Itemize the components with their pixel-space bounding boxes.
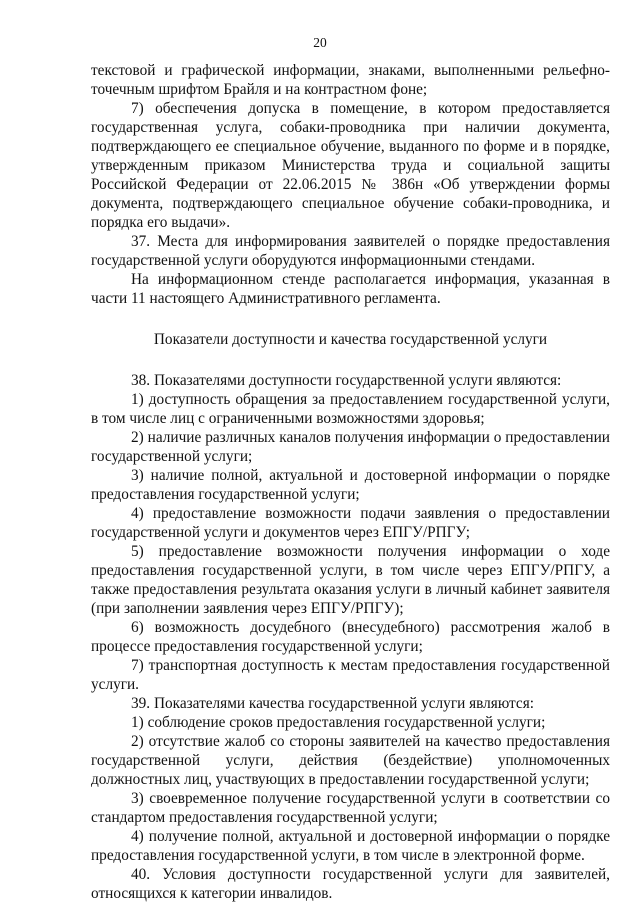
list-item: 7) транспортная доступность к местам предоставления государственной услуги. [91, 657, 610, 693]
list-item: 2) наличие различных каналов получения информации о предоставлении государственной услуги; [91, 429, 610, 465]
list-item: 6) возможность досудебного (внесудебного) рассмотрения жалоб в процессе предоставления государственной услуги; [91, 619, 610, 655]
list-item: 4) получение полной, актуальной и достоверной информации о порядке предоставления государственной услуги, в том числе в электронной форме. [91, 828, 610, 864]
list-item: 1) доступность обращения за предоставлением государственной услуги, в том числе лиц с ограниченными возможностями здоровья; [91, 391, 610, 427]
list-item: 3) своевременное получение государственной услуги в соответствии со стандартом предоставления государственной услуги; [91, 790, 610, 826]
section-heading: Показатели доступности и качества государственной услуги [153, 331, 548, 348]
page-number: 20 [313, 35, 327, 50]
document-body [91, 61, 610, 903]
paragraph-39: 39. Показателями качества государственной услуги являются: [131, 695, 534, 712]
list-item: 1) соблюдение сроков предоставления государственной услуги; [131, 714, 546, 731]
paragraph-38: 38. Показателями доступности государственной услуги являются: [131, 372, 562, 389]
list-item: 5) предоставление возможности получения информации о ходе предоставления государственной услуги, в том числе через ЕПГУ/РПГУ, а также предоставления результата оказания услуги в личный кабинет заявителя (при заполнении заявления через ЕПГУ/РПГУ); [91, 543, 610, 617]
list-item: 2) отсутствие жалоб со стороны заявителей на качество предоставления государственной услуги, действия (бездействие) уполномоченных должностных лиц, участвующих в предоставлении государственной услуги; [91, 733, 610, 788]
paragraph-40: 40. Условия доступности государственной услуги для заявителей, относящихся к категории инвалидов. [91, 866, 610, 902]
list-item: 3) наличие полной, актуальной и достоверной информации о порядке предоставления государственной услуги; [91, 467, 610, 503]
paragraph-info-stand: На информационном стенде располагается информация, указанная в части 11 настоящего Административного регламента. [91, 271, 610, 307]
paragraph-continuation: текстовой и графической информации, знаками, выполненными рельефно-точечным шрифтом Брайля и на контрастном фоне; [91, 62, 610, 98]
list-item: 4) предоставление возможности подачи заявления о предоставлении государственной услуги и документов через ЕПГУ/РПГУ; [91, 505, 610, 541]
paragraph-guide-dog: 7) обеспечения допуска в помещение, в котором предоставляется государственная услуга, собаки-проводника при наличии документа, подтверждающего ее специальное обучение, выданного по форме и в порядке, утвержденным приказом Министерства труда и социальной защиты Российской Федерации от 22.06.2015 № 386н «Об утверждении формы документа, подтверждающего специальное обучение собаки-проводника, и порядка его выдачи». [91, 100, 610, 231]
paragraph-37: 37. Места для информирования заявителей о порядке предоставления государственной услуги оборудуются информационными стендами. [91, 233, 610, 269]
